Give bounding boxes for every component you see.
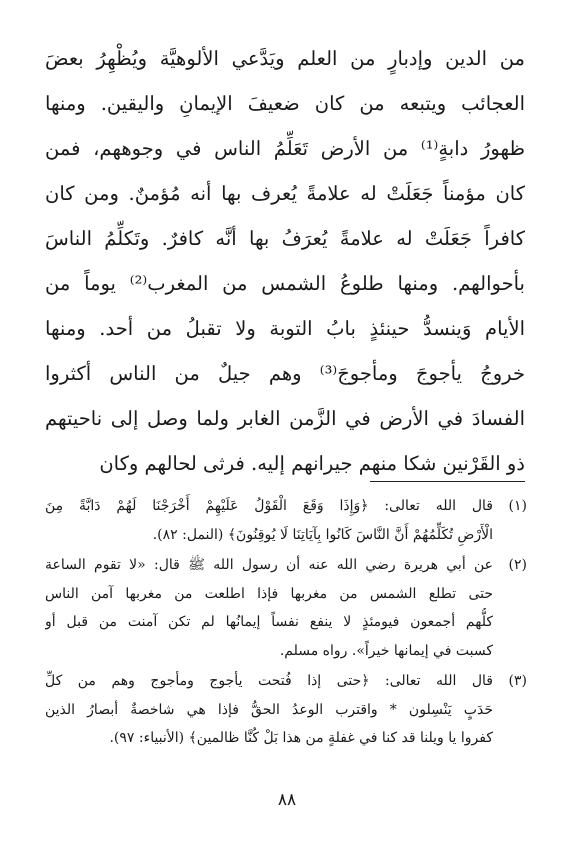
page-number: ٨٨: [277, 790, 297, 810]
text-line: بأحوالهم. ومنها طلوعُ الشمس من المغرب⁽²⁾ يوماً من: [45, 272, 525, 295]
footnote-line: كلُّهم أجمعون فيومئذٍ لا ينفع نفساً إيمانُها لم تكن آمنت من قبل أو: [45, 614, 493, 630]
footnote-body: [45, 667, 493, 753]
footnote-line: حَدَبٍ يَنْسِلون * واقترب الوعدُ الحقُّ فإذا هي شاخصةٌ أبصارُ الذين: [45, 701, 493, 718]
text-line: الأيام وَينسدُّ حينئذٍ بابُ التوبة ولا تقبلُ من أحد. ومنها: [45, 317, 525, 340]
footnotes: [45, 492, 527, 755]
footnote-2: [45, 551, 527, 665]
text-line: من الدين وإدبارٍ من العلم ويَدَّعي الألوهيَّة ويُظْهِرُ بعضَ: [45, 47, 525, 70]
footnote-line: حتى تطلع الشمس من مغربها فإذا اطلعت من مغربها آمن الناس: [45, 585, 493, 602]
footnote-line: كسبت في إيمانها خيراً». رواه مسلم.: [279, 642, 493, 659]
footnote-line: عن أبي هريرة رضي الله عنه أن رسول الله ﷺ قال: «لا تقوم الساعة: [45, 557, 493, 573]
main-text: [45, 36, 525, 486]
text-line: كان مؤمناً جَعَلَتْ له علامةً يُعرف بها أنه مُؤمنٌ. ومن كان: [45, 182, 525, 205]
footnote-number: (٢): [508, 557, 527, 573]
footnote-3: [45, 667, 527, 753]
footnote-line: قال الله تعالى: ﴿وَإِذَا وَقَعَ الْقَوْلُ عَلَيْهِمْ أَخْرَجْنَا لَهُمْ دَابَّةً مِنَ: [45, 498, 493, 514]
footnote-1: [45, 492, 527, 549]
text-line: خروجُ يأجوجَ ومأجوجَ⁽³⁾ وهم جيلٌ من الناس أكثروا: [45, 362, 525, 385]
footnote-body: [45, 551, 493, 665]
text-line: العجائب ويتبعه من كان ضعيفَ الإيمانِ واليقين. ومنها: [45, 92, 525, 115]
footnote-line: الْأَرْضِ تُكَلِّمُهُمْ أَنَّ النَّاسَ كَانُوا بِآيَاتِنَا لَا يُوقِنُونَ﴾ (النمل: ٨٢).: [152, 526, 493, 543]
footnote-line: كفروا يا ويلنا قد كنا في غفلةٍ من هذا بَلْ كُنَّا ظالمين﴾ (الأنبياء: ٩٧).: [109, 730, 493, 746]
text-line: ذو القَرْنين شكا منهم جيرانهم إليه. فرثى لحالهم وكان: [99, 452, 525, 475]
text-line: الفسادَ في الأرض في الزَّمن الغابر ولما وصل إلى ناحيتهم: [45, 407, 525, 430]
footnote-number: (١): [508, 498, 527, 514]
text-line: كافراً جَعَلَتْ له علامةً يُعرَفُ بها أنَّه كافرٌ. وتَكلِّمُ الناسَ: [45, 227, 525, 250]
footnote-line: قال الله تعالى: ﴿حتى إذا فُتحت يأجوج ومأجوج وهم من كلِّ: [45, 673, 493, 689]
text-line: ظهورُ دابةٍ⁽¹⁾ من الأرض تَعَلِّمُ الناس في وجوههم، فمن: [45, 137, 525, 160]
footnote-body: [45, 492, 493, 549]
footnote-number: (٣): [508, 673, 527, 689]
footnote-divider: [370, 481, 525, 482]
